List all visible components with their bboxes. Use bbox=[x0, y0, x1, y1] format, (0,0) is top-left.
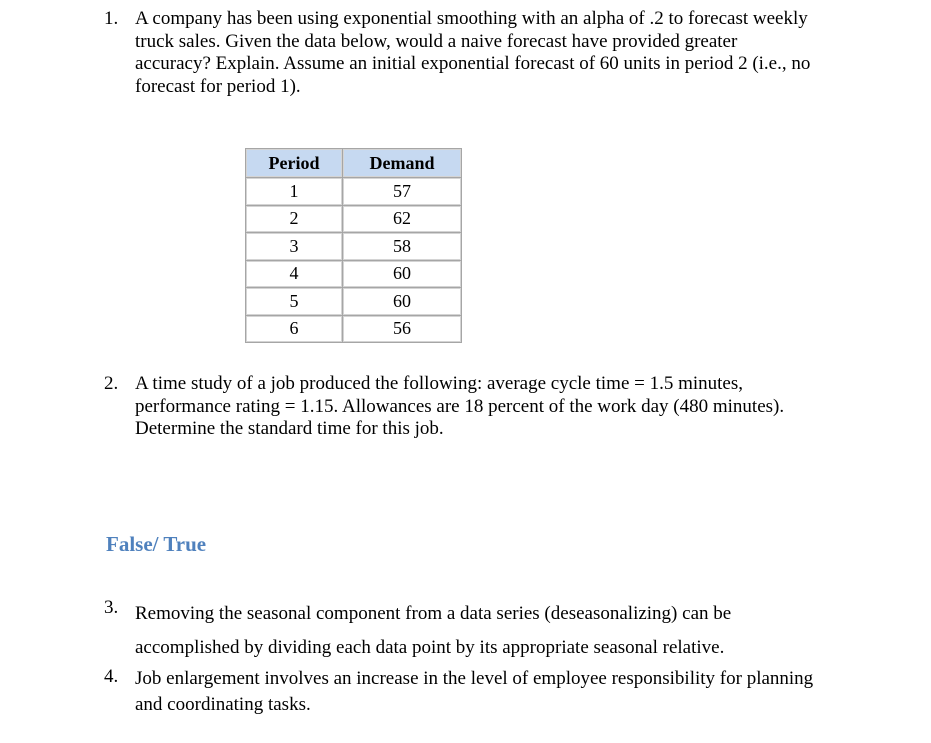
question-number: 3. bbox=[104, 597, 119, 618]
header-demand: Demand bbox=[343, 149, 462, 178]
question-line: forecast for period 1). bbox=[135, 75, 301, 97]
period-cell: 6 bbox=[246, 315, 343, 343]
period-cell: 2 bbox=[246, 205, 343, 233]
question-number: 2. bbox=[104, 373, 119, 394]
table-row bbox=[246, 315, 462, 343]
question-line: truck sales. Given the data below, would a naive forecast have provided greater bbox=[135, 30, 738, 52]
demand-cell: 60 bbox=[343, 288, 462, 316]
header-period: Period bbox=[246, 149, 343, 178]
period-cell: 1 bbox=[246, 178, 343, 206]
section-heading-false-true: False/ True bbox=[106, 532, 207, 556]
question-text bbox=[135, 666, 813, 718]
question-line: Determine the standard time for this job. bbox=[135, 418, 444, 439]
question-text bbox=[135, 8, 810, 98]
question-text bbox=[135, 597, 731, 665]
period-cell: 5 bbox=[246, 288, 343, 316]
table-row bbox=[246, 233, 462, 261]
question-line: accomplished by dividing each data point by its appropriate seasonal relative. bbox=[135, 637, 725, 658]
question-text bbox=[135, 373, 784, 441]
table-row bbox=[246, 178, 462, 206]
demand-cell: 62 bbox=[343, 205, 462, 233]
period-cell: 3 bbox=[246, 233, 343, 261]
question-line: A company has been using exponential smoothing with an alpha of .2 to forecast weekly bbox=[135, 8, 808, 29]
table-header-row bbox=[246, 149, 462, 178]
period-cell: 4 bbox=[246, 260, 343, 288]
question-line: accuracy? Explain. Assume an initial exponential forecast of 60 units in period 2 (i.e., no bbox=[135, 53, 811, 74]
question-line: and coordinating tasks. bbox=[135, 694, 311, 715]
question-line: Removing the seasonal component from a data series (deseasonalizing) can be bbox=[135, 603, 732, 624]
demand-cell: 56 bbox=[343, 315, 462, 343]
demand-table bbox=[245, 148, 462, 343]
table-row bbox=[246, 260, 462, 288]
demand-cell: 60 bbox=[343, 260, 462, 288]
demand-cell: 58 bbox=[343, 233, 462, 261]
demand-cell: 57 bbox=[343, 178, 462, 206]
question-number: 1. bbox=[104, 8, 119, 29]
question-line: performance rating = 1.15. Allowances are 18 percent of the work day (480 minutes). bbox=[135, 395, 785, 417]
question-line: Job enlargement involves an increase in the level of employee responsibility for planning bbox=[135, 668, 814, 689]
table-row bbox=[246, 288, 462, 316]
question-number: 4. bbox=[104, 666, 119, 687]
table-row bbox=[246, 205, 462, 233]
question-line: A time study of a job produced the following: average cycle time = 1.5 minutes, bbox=[135, 373, 744, 394]
